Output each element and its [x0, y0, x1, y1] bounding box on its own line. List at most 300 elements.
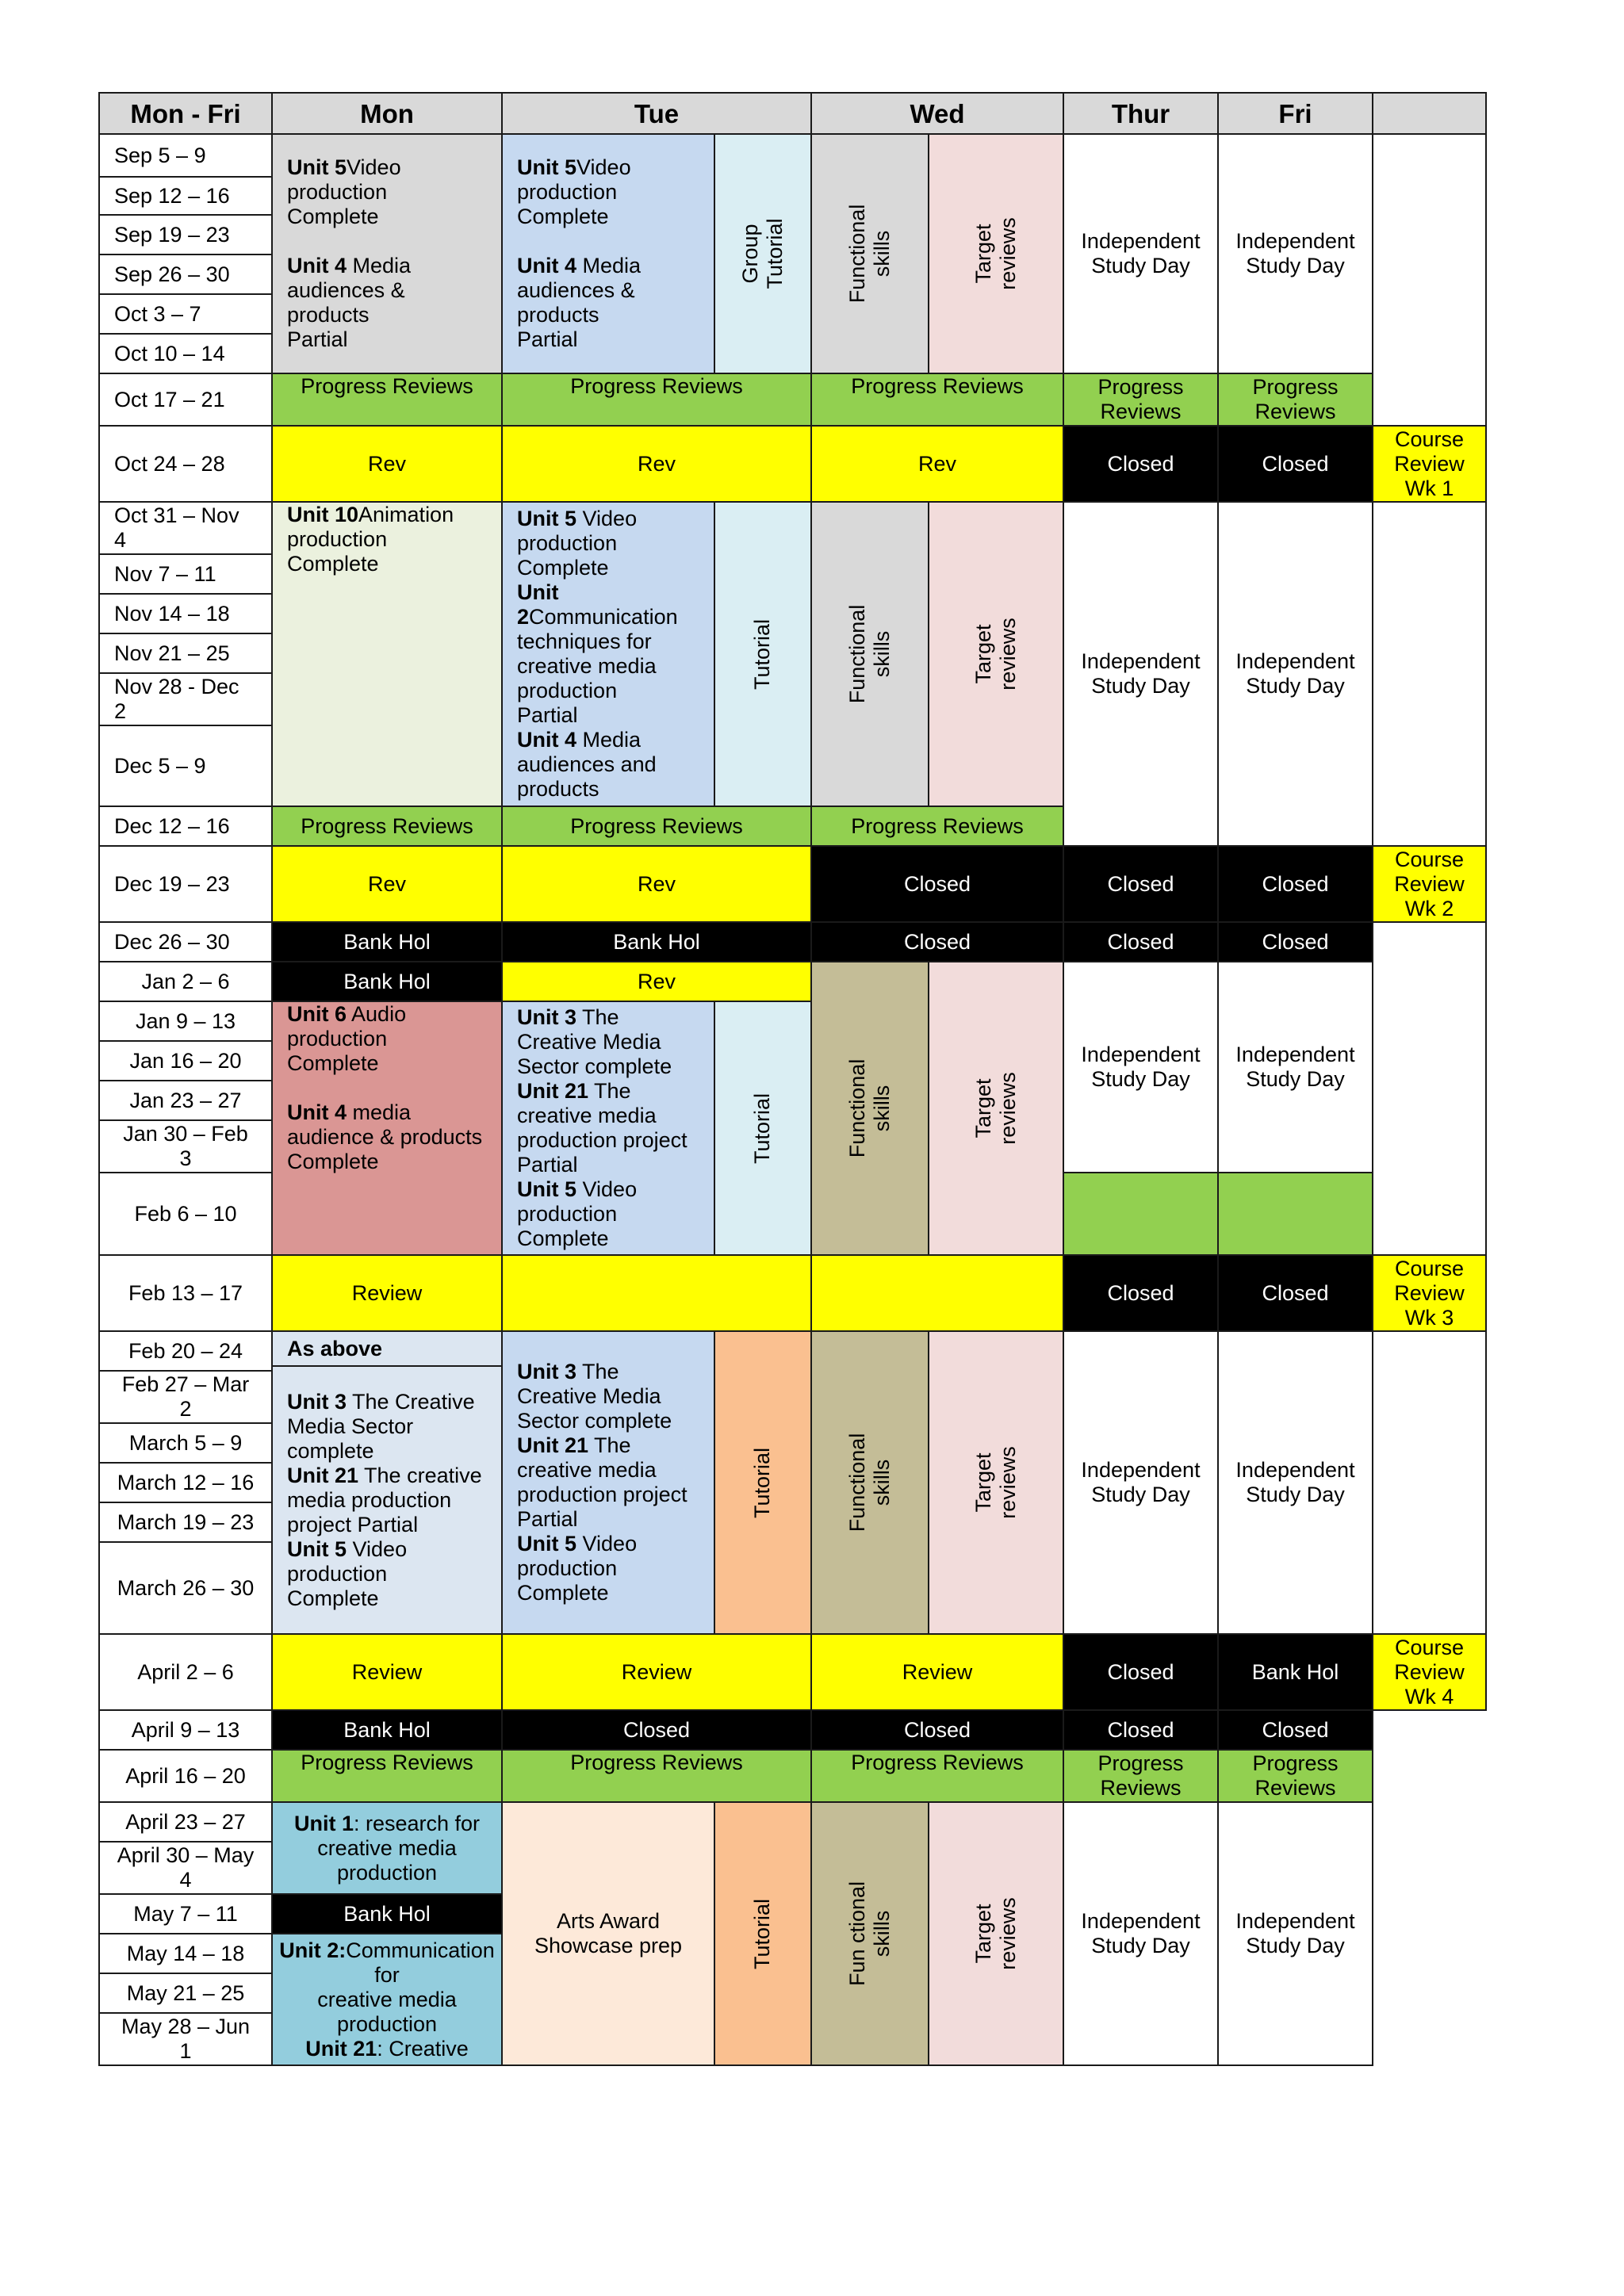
cell-text	[1252, 1751, 1338, 1800]
cell-text	[1235, 229, 1354, 278]
cell-text	[343, 930, 431, 955]
cell-text	[517, 1005, 688, 1251]
cell-text-run: Progress Reviews	[851, 1751, 1024, 1774]
cell-text-run: Feb 20 – 24	[128, 1338, 243, 1363]
cell-text-run: Progress Reviews	[570, 1751, 743, 1774]
week-label	[98, 1080, 273, 1121]
cell-text-run: Progress Reviews	[301, 374, 473, 398]
target-reviews-cell	[928, 1330, 1064, 1635]
cell-text-run: Tue	[634, 98, 680, 128]
block-mon	[271, 1933, 503, 2066]
cell-text	[1278, 98, 1312, 128]
closed-cell	[1063, 1633, 1219, 1711]
cell-text-run: Communication techniques for creative media production Partial	[517, 605, 678, 727]
progress-reviews-cell	[271, 373, 503, 427]
cell-text	[1107, 452, 1174, 476]
cell-text	[137, 1660, 234, 1685]
cell-text	[517, 507, 714, 802]
block-tue	[501, 1001, 715, 1256]
review-cell	[271, 1254, 503, 1332]
week-label	[98, 1933, 273, 1974]
target-reviews-cell	[928, 133, 1064, 374]
cell-text-run: May 14 – 18	[126, 1941, 245, 1965]
cell-text-run: Target reviews	[971, 1446, 1020, 1519]
block-mon	[271, 133, 503, 374]
cell-text-run: Closed	[1262, 871, 1329, 896]
cell-text-bold: Unit 4	[517, 254, 577, 277]
week-label	[98, 1001, 273, 1042]
cell-text	[738, 206, 787, 301]
cell-text-run: Independent Study Day	[1081, 229, 1201, 277]
cell-text	[845, 1050, 894, 1166]
cell-text-run: Independent Study Day	[1081, 1043, 1201, 1091]
cell-text-run: Progress Reviews	[1252, 375, 1339, 423]
cell-text-run: Jan 2 – 6	[141, 969, 230, 993]
cell-text	[971, 587, 1021, 721]
review-cell	[810, 1633, 1064, 1711]
cell-text	[121, 2015, 250, 2064]
week-label	[98, 2012, 273, 2066]
functional-skills-cell	[810, 1330, 929, 1635]
cell-text-run: April 2 – 6	[137, 1659, 234, 1684]
closed-cell	[1063, 1254, 1219, 1332]
cell-text-run: Bank Hol	[1251, 1659, 1339, 1684]
cell-text	[570, 814, 743, 839]
week-label	[98, 1709, 273, 1751]
cell-text-bold: Unit 5	[287, 1536, 347, 1561]
cell-text	[1081, 1043, 1200, 1092]
cell-text	[851, 374, 1024, 399]
independent-study-cell	[1063, 501, 1219, 847]
cell-text-run: Progress Reviews	[851, 813, 1024, 838]
review-cell	[810, 1254, 1064, 1332]
cell-text	[1081, 229, 1200, 278]
cell-text	[114, 452, 225, 476]
cell-text	[845, 1425, 894, 1540]
target-reviews-cell	[928, 961, 1064, 1256]
cell-text-bold: As above	[287, 1336, 383, 1360]
cell-text-run: Closed	[1107, 1280, 1174, 1305]
cell-text-run: Independent Study Day	[1235, 1909, 1355, 1957]
cell-text	[1394, 1257, 1465, 1330]
cell-text	[114, 184, 230, 209]
cell-text	[123, 1122, 248, 1171]
closed-cell	[810, 1709, 1064, 1751]
cell-text-run: Review	[351, 1280, 423, 1305]
course-review-cell	[1372, 1254, 1487, 1332]
rev-cell	[810, 425, 1064, 503]
closed-cell	[1063, 921, 1219, 962]
progress-reviews-cell	[810, 806, 1064, 847]
cell-text-run: March 5 – 9	[128, 1430, 243, 1455]
cell-text-run: Thur	[1111, 98, 1170, 128]
cell-text-run: Rev	[367, 871, 406, 896]
cell-text	[902, 1660, 973, 1685]
review-cell	[501, 1633, 812, 1711]
cell-text	[352, 1281, 423, 1306]
cell-text-run: Rev	[637, 451, 676, 476]
cell-text-run: Wed	[910, 98, 965, 128]
cell-text-run: Functional skills	[845, 604, 894, 704]
progress-reviews-cell	[810, 373, 1064, 427]
week-label	[98, 1973, 273, 2014]
cell-text-run: Dec 19 – 23	[114, 871, 230, 896]
cell-text-run: Oct 10 – 14	[114, 341, 225, 365]
progress-reviews-cell	[271, 1749, 503, 1803]
cell-text-run: Closed	[903, 1717, 971, 1742]
week-label	[98, 1749, 273, 1803]
cell-text-run: Course Review Wk 1	[1394, 427, 1465, 500]
cell-text-run: Media audiences & products Partial	[287, 254, 412, 351]
cell-text-run: Nov 14 – 18	[114, 601, 230, 626]
cell-text-run: Bank Hol	[343, 929, 431, 954]
cell-text	[1262, 872, 1328, 897]
independent-study-cell	[1063, 961, 1219, 1173]
bank-holiday-cell	[271, 1893, 503, 1934]
cell-text	[1081, 649, 1200, 698]
cell-text	[129, 1049, 241, 1073]
cell-text-run: Closed	[1107, 451, 1174, 476]
cell-text-run: Independent Study Day	[1081, 649, 1201, 698]
cell-text-run: Sep 26 – 30	[114, 262, 230, 286]
rev-cell	[271, 425, 503, 503]
cell-text	[114, 814, 230, 839]
week-label	[98, 1502, 273, 1543]
blank-cell	[1372, 1330, 1487, 1635]
cell-text	[1097, 375, 1183, 424]
cell-text-run: Target reviews	[971, 618, 1020, 691]
cell-text	[134, 1202, 236, 1226]
cell-text-run: : research for creative media production	[317, 1811, 481, 1885]
blank-cell	[1372, 133, 1487, 427]
cell-text-run: Tutorial	[750, 618, 775, 690]
cell-text-run: Jan 16 – 20	[129, 1048, 242, 1073]
cell-text	[129, 1431, 243, 1456]
cell-text	[136, 1009, 236, 1034]
review-cell	[501, 1254, 812, 1332]
cell-text	[1107, 1718, 1174, 1743]
cell-text	[114, 930, 230, 955]
cell-text-bold: Unit 21	[287, 1463, 359, 1487]
cell-text-run: Independent Study Day	[1081, 1909, 1201, 1957]
cell-text	[343, 970, 431, 994]
cell-text-run: Closed	[1262, 1280, 1329, 1305]
cell-text-run: Fun ctional skills	[845, 1881, 894, 1987]
closed-cell	[1063, 845, 1219, 923]
independent-study-cell	[1217, 133, 1373, 374]
cell-text-run: Tutorial	[750, 1447, 775, 1518]
cell-text	[125, 1810, 246, 1835]
cell-text	[114, 872, 230, 897]
cell-text-run: Target reviews	[971, 1072, 1020, 1145]
week-label	[98, 1841, 273, 1895]
closed-cell	[810, 921, 1064, 962]
cell-text-run: Audio production Complete	[287, 1002, 407, 1075]
progress-reviews-cell	[1063, 1749, 1219, 1803]
cell-text-run: May 21 – 25	[126, 1980, 245, 2005]
cell-text	[114, 144, 206, 168]
cell-text-run: Independent Study Day	[1235, 649, 1355, 698]
cell-text-run: The Creative Media Sector complete	[517, 1360, 672, 1433]
cell-text-run: May 7 – 11	[133, 1901, 238, 1926]
functional-skills-cell	[810, 501, 929, 807]
cell-text-run: Feb 13 – 17	[128, 1280, 243, 1305]
cell-text	[301, 814, 473, 839]
progress-reviews-cell	[271, 806, 503, 847]
cell-text-run: Progress Reviews	[570, 374, 743, 398]
cell-text	[904, 930, 971, 955]
cell-text-bold: Unit 3	[287, 1389, 347, 1414]
cell-text-run: Course Review Wk 4	[1394, 1635, 1465, 1709]
rev-cell	[501, 845, 812, 923]
green-cell	[1217, 1172, 1373, 1256]
header-mon	[271, 92, 503, 135]
tutorial-cell	[714, 501, 812, 807]
cell-text-run: Closed	[1262, 1717, 1329, 1742]
tutorial-cell	[714, 133, 812, 374]
cell-text	[638, 970, 676, 994]
cell-text-run: media audience & products Complete	[287, 1100, 483, 1173]
cell-text	[971, 1416, 1021, 1549]
cell-text-run: Sep 12 – 16	[114, 183, 230, 208]
cell-text-bold: Unit 5	[517, 507, 577, 530]
tutorial-cell	[714, 1330, 812, 1635]
cell-text	[845, 596, 894, 712]
closed-cell	[1217, 921, 1373, 962]
cell-text-bold: Unit 21	[517, 1079, 589, 1103]
progress-reviews-cell	[810, 1749, 1064, 1803]
tutorial-cell	[714, 1801, 812, 2066]
cell-text-run: Dec 26 – 30	[114, 929, 230, 954]
cell-text	[287, 1390, 482, 1611]
cell-text	[904, 1718, 971, 1743]
cell-text-run: Mon - Fri	[130, 98, 241, 128]
cell-text-bold: Unit 4	[517, 728, 577, 752]
header-blank	[1372, 92, 1487, 135]
cell-text-run: Review	[902, 1659, 973, 1684]
rev-cell	[271, 845, 503, 923]
cell-text-bold: Unit 5	[517, 155, 577, 179]
cell-text	[1107, 1660, 1174, 1685]
cell-text-run: Progress Reviews	[1097, 1751, 1184, 1800]
cell-text-run: Oct 3 – 7	[114, 301, 201, 326]
as-above-cell	[271, 1330, 503, 1367]
week-label	[98, 806, 273, 847]
cell-text-run: Group Tutorial	[738, 218, 787, 289]
week-label	[98, 133, 273, 178]
rev-cell	[501, 961, 812, 1002]
cell-text	[129, 1089, 241, 1113]
cell-text	[352, 1660, 423, 1685]
cell-text	[1097, 1751, 1183, 1800]
cell-text-run: Rev	[367, 451, 406, 476]
cell-text-run: Rev	[637, 969, 676, 993]
cell-text-run: May 28 – Jun 1	[121, 2015, 251, 2063]
cell-text-bold: Unit 1	[293, 1811, 354, 1835]
independent-study-cell	[1063, 1330, 1219, 1635]
cell-text-run: Bank Hol	[343, 1901, 431, 1926]
cell-text-run: Closed	[903, 871, 971, 896]
cell-text-run: Jan 9 – 13	[135, 1008, 236, 1033]
cell-text-run: Course Review Wk 2	[1394, 847, 1465, 920]
cell-text-run: Closed	[1107, 1717, 1174, 1742]
cell-text-run: The creative media production project Partial	[287, 1463, 482, 1536]
week-label	[98, 373, 273, 427]
blank-cell	[1372, 501, 1487, 847]
cell-text	[114, 262, 230, 287]
cell-text	[1262, 930, 1328, 955]
cell-text-run: The Creative Media Sector complete	[517, 1005, 672, 1078]
cell-text-run: Oct 24 – 28	[114, 451, 225, 476]
cell-text-run: Video production Complete	[517, 155, 631, 228]
progress-reviews-cell	[501, 806, 812, 847]
cell-text	[368, 872, 406, 897]
cell-text	[368, 452, 406, 476]
week-label	[98, 1541, 273, 1635]
cell-text	[634, 98, 680, 128]
cell-text	[301, 1751, 473, 1775]
cell-text-run: Arts Award Showcase prep	[534, 1909, 683, 1957]
cell-text-run: : Creative	[377, 2036, 469, 2061]
cell-text-run: Video production Complete	[517, 1177, 638, 1250]
cell-text-run: Communication for creative media production	[317, 1938, 495, 2036]
block-tue	[501, 133, 715, 374]
blank-cell	[1372, 921, 1487, 1256]
week-label	[98, 254, 273, 295]
cell-text-run: Video production Complete	[287, 155, 401, 228]
cell-text-run: The Creative Media Sector complete	[287, 1389, 475, 1463]
cell-text-run: Independent Study Day	[1235, 229, 1355, 277]
block-tue	[501, 1330, 715, 1635]
cell-text	[918, 452, 956, 476]
cell-text	[343, 1902, 431, 1927]
cell-text	[1394, 848, 1465, 921]
cell-text-run: Tutorial	[750, 1093, 775, 1164]
cell-text	[117, 1471, 255, 1495]
cell-text	[1262, 1281, 1328, 1306]
target-reviews-cell	[928, 1801, 1064, 2066]
cell-text-run: April 30 – May 4	[117, 1843, 255, 1892]
cell-text-run: Jan 23 – 27	[129, 1088, 242, 1112]
cell-text-run: Video production Complete	[517, 507, 638, 580]
independent-study-cell	[1217, 961, 1373, 1173]
week-label	[98, 1370, 273, 1424]
week-label	[98, 672, 273, 726]
cell-text-run: Progress Reviews	[301, 813, 473, 838]
independent-study-cell	[1217, 501, 1373, 847]
progress-reviews-cell	[1217, 1749, 1373, 1803]
week-label	[98, 725, 273, 807]
cell-text	[534, 1909, 682, 1958]
cell-text-run: March 19 – 23	[117, 1510, 255, 1534]
cell-text-run: Functional skills	[845, 1433, 894, 1533]
cell-text	[751, 618, 776, 689]
cell-text	[128, 1281, 243, 1306]
week-label	[98, 633, 273, 674]
cell-text	[114, 223, 230, 247]
cell-text-run: Tutorial	[750, 1898, 775, 1969]
cell-text	[845, 1876, 894, 1992]
week-label	[98, 1462, 273, 1503]
cell-text-run: Animation production Complete	[287, 503, 454, 576]
cell-text	[1394, 427, 1465, 501]
cell-text-run: Bank Hol	[343, 1717, 431, 1742]
cell-text-run: Progress Reviews	[1252, 1751, 1339, 1800]
cell-text-run: Progress Reviews	[301, 1751, 473, 1774]
bank-holiday-cell	[501, 921, 812, 962]
cell-text-run: March 12 – 16	[117, 1470, 255, 1494]
cell-text	[117, 1843, 255, 1892]
cell-text	[751, 1898, 776, 1969]
cell-text-run: Functional skills	[845, 1058, 894, 1158]
tutorial-cell	[714, 1001, 812, 1256]
week-label	[98, 176, 273, 216]
cell-text	[343, 1718, 431, 1743]
cell-text	[287, 1337, 382, 1361]
cell-text	[287, 1002, 482, 1174]
block-mon	[271, 1365, 503, 1635]
block-tue	[501, 1801, 715, 2066]
cell-text-bold: Unit 6	[287, 1002, 347, 1026]
cell-text-run: Mon	[360, 98, 414, 128]
cell-text-run: Fri	[1278, 98, 1312, 128]
cell-text-run: Target reviews	[971, 217, 1020, 290]
week-label	[98, 1893, 273, 1934]
cell-text	[125, 1764, 246, 1789]
cell-text-run: Rev	[917, 451, 956, 476]
cell-text-run: Bank Hol	[343, 969, 431, 993]
cell-text-bold: Unit 21	[517, 1433, 589, 1457]
cell-text	[114, 641, 230, 666]
cell-text	[910, 98, 965, 128]
cell-text-run: Rev	[637, 871, 676, 896]
cell-text	[638, 872, 676, 897]
progress-reviews-cell	[1217, 373, 1373, 427]
cell-text-run: Progress Reviews	[851, 374, 1024, 398]
functional-skills-cell	[810, 961, 929, 1256]
functional-skills-cell	[810, 1801, 929, 2066]
cell-text-run: Closed	[1107, 929, 1174, 954]
week-label	[98, 293, 273, 335]
cell-text-run: The creative media production project Partial	[517, 1079, 688, 1177]
cell-text	[1252, 375, 1338, 424]
cell-text-run: Video production Complete	[517, 1532, 638, 1605]
cell-text-run: Sep 5 – 9	[114, 143, 206, 167]
cell-text	[851, 814, 1024, 839]
review-cell	[271, 1633, 503, 1711]
cell-text	[114, 602, 230, 626]
cell-text-run: April 16 – 20	[125, 1763, 246, 1788]
cell-text-run: Video production Complete	[287, 1536, 408, 1610]
header-thur	[1063, 92, 1219, 135]
block-tue	[501, 501, 715, 807]
cell-text-run: Closed	[1262, 929, 1329, 954]
cell-text	[273, 1938, 501, 2061]
cell-text	[132, 1718, 240, 1743]
cell-text	[1262, 452, 1328, 476]
cell-text-run: March 26 – 30	[117, 1575, 255, 1600]
cell-text	[360, 98, 414, 128]
cell-text-bold: Unit 5	[517, 1177, 577, 1201]
progress-reviews-cell	[501, 1749, 812, 1803]
cell-text	[127, 1942, 245, 1966]
cell-text-bold: Unit 5	[517, 1532, 577, 1556]
closed-cell	[1063, 1709, 1219, 1751]
cell-text-run: Oct 17 – 21	[114, 387, 225, 411]
cell-text	[1235, 1458, 1354, 1507]
progress-reviews-cell	[501, 373, 812, 427]
week-label	[98, 921, 273, 962]
